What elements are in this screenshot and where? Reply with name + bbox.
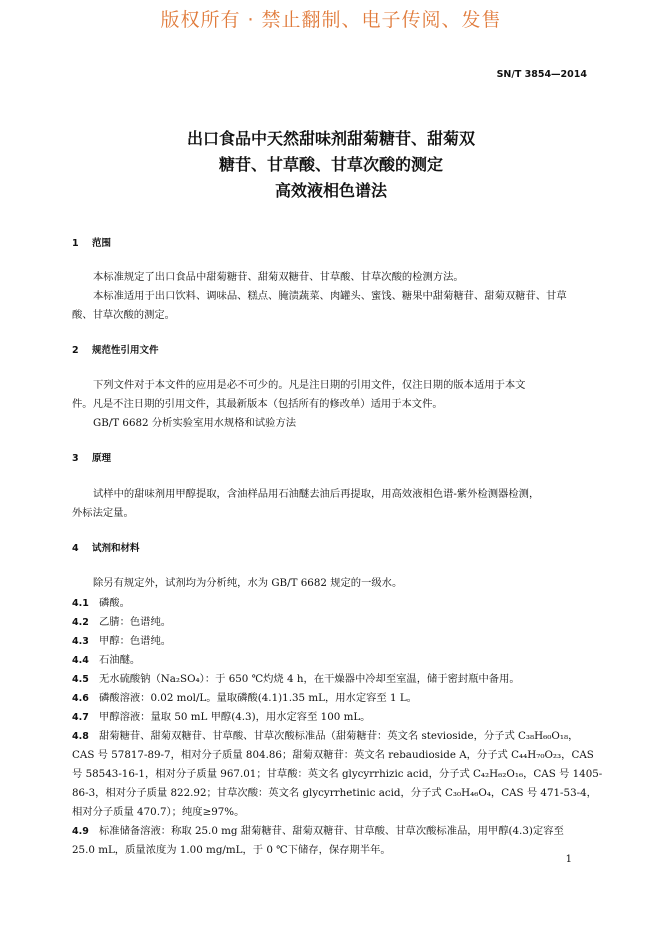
section-2-heading <box>72 342 159 356</box>
item-number: 4.4 <box>72 655 89 666</box>
normative-reference: GB/T 6682 分析实验室用水规格和试验方法 <box>93 417 297 429</box>
item-text: 甲醇：色谱纯。 <box>99 635 172 647</box>
section-title: 范围 <box>92 238 112 249</box>
paragraph: 本标准规定了出口食品中甜菊糖苷、甜菊双糖苷、甘草酸、甘草次酸的检测方法。 <box>93 271 464 283</box>
section-number: 1 <box>72 238 79 249</box>
item-number: 4.8 <box>72 731 89 742</box>
paragraph-continuation: 酸、甘草次酸的测定。 <box>72 309 175 321</box>
item-text: 石油醚。 <box>99 654 141 666</box>
item-text: 磷酸溶液：0.02 mol/L。量取磷酸(4.1)1.35 mL，用水定容至 1 L。 <box>99 692 417 704</box>
item-text: 甲醇溶液：量取 50 mL 甲醇(4.3)，用水定容至 100 mL。 <box>99 711 371 723</box>
item-text: 标准储备溶液：称取 25.0 mg 甜菊糖苷、甜菊双糖苷、甘草酸、甘草次酸标准品，用甲醇(4.3)定容至 <box>99 825 564 837</box>
document-title-line-1: 出口食品中天然甜味剂甜菊糖苷、甜菊双 <box>186 129 475 148</box>
paragraph: 试样中的甜味剂用甲醇提取，含油样品用石油醚去油后再提取，用高效液相色谱-紫外检测器检测， <box>93 488 540 500</box>
copyright-banner: 版权所有 · 禁止翻制、电子传阅、发售 <box>160 9 502 31</box>
section-title: 试剂和材料 <box>92 543 140 554</box>
section-number: 2 <box>72 345 79 356</box>
item-text: 乙腈：色谱纯。 <box>99 616 172 628</box>
item-number: 4.1 <box>72 598 89 609</box>
item-number: 4.3 <box>72 636 89 647</box>
paragraph-continuation: 外标法定量。 <box>72 507 134 519</box>
item-number: 4.5 <box>72 674 89 685</box>
section-title: 原理 <box>92 453 112 464</box>
paragraph: 除另有规定外，试剂均为分析纯，水为 GB/T 6682 规定的一级水。 <box>93 577 403 589</box>
item-number: 4.9 <box>72 826 89 837</box>
item-text: 磷酸。 <box>99 597 130 609</box>
paragraph-continuation: 件。凡是不注日期的引用文件，其最新版本（包括所有的修改单）适用于本文件。 <box>72 398 443 410</box>
section-number: 4 <box>72 543 79 554</box>
item-number: 4.6 <box>72 693 89 704</box>
list-item <box>72 613 171 628</box>
list-item <box>72 632 171 647</box>
list-item <box>72 651 140 666</box>
list-item <box>72 708 370 723</box>
section-title: 规范性引用文件 <box>92 345 159 356</box>
list-item <box>72 594 130 609</box>
section-number: 3 <box>72 453 79 464</box>
item-number: 4.2 <box>72 617 89 628</box>
item-text: 甜菊糖苷、甜菊双糖苷、甘草酸、甘草次酸标准品（甜菊糖苷：英文名 stevioside，分子式 C₃₈H₆₀O₁₈， <box>99 730 579 742</box>
list-item <box>72 689 417 704</box>
page-number: 1 <box>565 854 572 865</box>
list-item-continuation: 25.0 mL，质量浓度为 1.00 mg/mL，于 0 ℃下储存，保存期半年。 <box>72 844 391 856</box>
item-text: 无水硫酸钠（Na₂SO₄）：于 650 ℃灼烧 4 h，在干燥器中冷却至室温，储于密封瓶中备用。 <box>99 673 520 685</box>
list-item-continuation: CAS 号 57817-89-7，相对分子质量 804.86；甜菊双糖苷：英文名 rebaudioside A，分子式 C₄₄H₇₀O₂₃，CAS <box>72 749 594 761</box>
paragraph: 下列文件对于本文件的应用是必不可少的。凡是注日期的引用文件，仅注日期的版本适用于本文 <box>93 379 526 391</box>
section-3-heading <box>72 450 111 464</box>
document-title-line-2: 糖苷、甘草酸、甘草次酸的测定 <box>218 155 443 174</box>
section-1-heading <box>72 235 111 249</box>
list-item-continuation: 86-3，相对分子质量 822.92；甘草次酸：英文名 glycyrrhetinic acid，分子式 C₃₀H₄₆O₄，CAS 号 471-53-4， <box>72 787 597 799</box>
document-title-line-3: 高效液相色谱法 <box>274 181 387 200</box>
list-item <box>72 670 520 685</box>
section-4-heading <box>72 540 140 554</box>
paragraph: 本标准适用于出口饮料、调味品、糕点、腌渍蔬菜、肉罐头、蜜饯、糖果中甜菊糖苷、甜菊双糖苷、甘草 <box>93 290 567 302</box>
list-item-continuation: 相对分子质量 470.7）；纯度≥97%。 <box>72 806 245 818</box>
item-number: 4.7 <box>72 712 89 723</box>
list-item <box>72 822 564 837</box>
standard-number: SN/T 3854—2014 <box>496 69 587 80</box>
list-item <box>72 727 578 742</box>
list-item-continuation: 号 58543-16-1，相对分子质量 967.01；甘草酸：英文名 glycyrrhizic acid，分子式 C₄₂H₆₂O₁₆，CAS 号 1405- <box>72 768 603 780</box>
